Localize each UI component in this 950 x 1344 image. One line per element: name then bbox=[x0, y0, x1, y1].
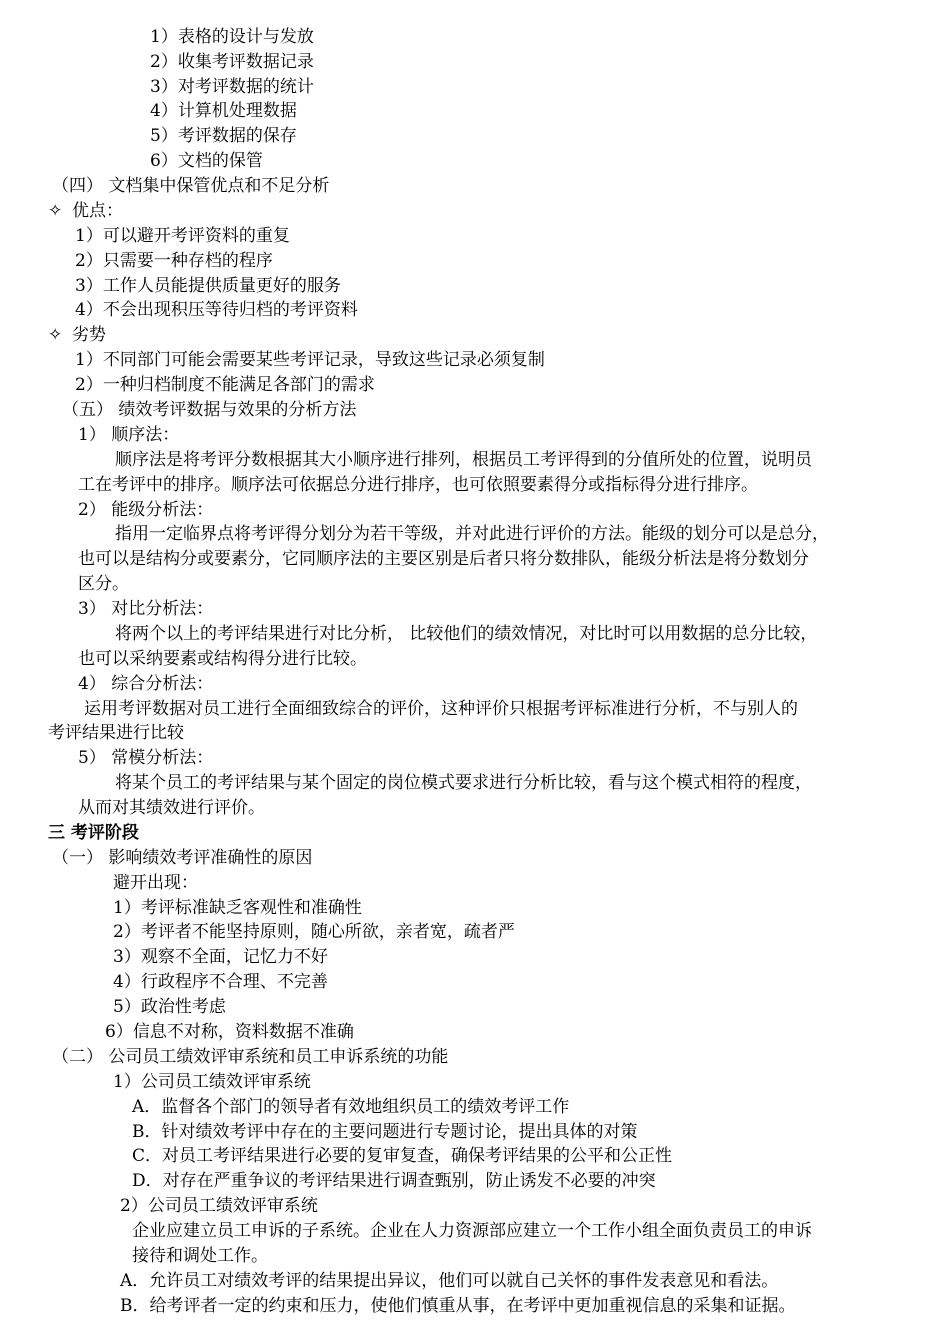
text-line: 2）一种归档制度不能满足各部门的需求 bbox=[75, 375, 375, 395]
bullet-label: 劣势 bbox=[72, 325, 106, 345]
text-line: 工在考评中的排序。顺序法可依据总分进行排序，也可依照要素得分或指标得分进行排序。 bbox=[78, 475, 758, 495]
chapter-heading: 三 考评阶段 bbox=[48, 823, 139, 843]
text-line: 4）不会出现积压等待归档的考评资料 bbox=[75, 300, 358, 320]
section-heading: （四） 文档集中保管优点和不足分析 bbox=[52, 176, 330, 196]
text-line: 5）政治性考虑 bbox=[113, 997, 226, 1017]
text-line: 1）可以避开考评资料的重复 bbox=[75, 226, 290, 246]
text-line: 6）信息不对称，资料数据不准确 bbox=[105, 1022, 354, 1042]
text-line: 3）工作人员能提供质量更好的服务 bbox=[75, 276, 341, 296]
text-line: 1）表格的设计与发放 bbox=[150, 27, 314, 47]
text-line: 4）行政程序不合理、不完善 bbox=[113, 972, 328, 992]
method-heading: 1） 顺序法： bbox=[78, 425, 180, 445]
diamond-bullet-icon: ✧ bbox=[48, 201, 63, 221]
text-line: 企业应建立员工申诉的子系统。企业在人力资源部应建立一个工作小组全面负责员工的申诉 bbox=[132, 1221, 812, 1241]
text-line: 接待和调处工作。 bbox=[132, 1246, 268, 1266]
text-line: 也可以采纳要素或结构得分进行比较。 bbox=[78, 649, 367, 669]
text-line: 指用一定临界点将考评得分划分为若干等级，并对此进行评价的方法。能级的划分可以是总分， bbox=[115, 524, 829, 544]
bullet-label: 优点： bbox=[72, 201, 123, 221]
method-heading: 4） 综合分析法： bbox=[78, 674, 214, 694]
text-line: 2）收集考评数据记录 bbox=[150, 52, 314, 72]
text-line: 1）公司员工绩效评审系统 bbox=[113, 1072, 311, 1092]
text-line: 将某个员工的考评结果与某个固定的岗位模式要求进行分析比较，看与这个模式相符的程度， bbox=[115, 773, 812, 793]
text-line: 5）考评数据的保存 bbox=[150, 126, 297, 146]
text-line: A．允许员工对绩效考评的结果提出异议，他们可以就自己关怀的事件发表意见和看法。 bbox=[120, 1271, 779, 1291]
text-line: 考评结果进行比较 bbox=[48, 723, 184, 743]
text-line: D．对存在严重争议的考评结果进行调查甄别，防止诱发不必要的冲突 bbox=[132, 1171, 656, 1191]
text-line: 3）观察不全面，记忆力不好 bbox=[113, 947, 328, 967]
bullet-heading bbox=[48, 323, 106, 347]
text-line: 避开出现： bbox=[113, 873, 198, 893]
text-line: 6）文档的保管 bbox=[150, 151, 263, 171]
text-line: 将两个以上的考评结果进行对比分析， 比较他们的绩效情况，对比时可以用数据的总分比较， bbox=[115, 624, 818, 644]
method-heading: 5） 常模分析法： bbox=[78, 748, 214, 768]
section-heading: （一） 影响绩效考评准确性的原因 bbox=[52, 848, 313, 868]
section-heading: （五） 绩效考评数据与效果的分析方法 bbox=[62, 400, 357, 420]
text-line: 4）计算机处理数据 bbox=[150, 101, 297, 121]
text-line: 从而对其绩效进行评价。 bbox=[78, 798, 265, 818]
text-line: A．监督各个部门的领导者有效地组织员工的绩效考评工作 bbox=[132, 1097, 570, 1117]
text-line: 1）考评标准缺乏客观性和准确性 bbox=[113, 898, 362, 918]
text-line: C．对员工考评结果进行必要的复审复查，确保考评结果的公平和公正性 bbox=[132, 1146, 673, 1166]
text-line: 3）对考评数据的统计 bbox=[150, 77, 314, 97]
section-heading: （二） 公司员工绩效评审系统和员工申诉系统的功能 bbox=[52, 1047, 449, 1067]
method-heading: 3） 对比分析法： bbox=[78, 599, 214, 619]
diamond-bullet-icon: ✧ bbox=[48, 325, 63, 345]
text-line: 也可以是结构分或要素分，它同顺序法的主要区别是后者只将分数排队，能级分析法是将分数划分 bbox=[78, 549, 809, 569]
text-line: 2）考评者不能坚持原则，随心所欲，亲者宽，疏者严 bbox=[113, 922, 515, 942]
text-line: 2）只需要一种存档的程序 bbox=[75, 251, 273, 271]
method-heading: 2） 能级分析法： bbox=[78, 500, 214, 520]
text-line: 顺序法是将考评分数根据其大小顺序进行排列，根据员工考评得到的分值所处的位置，说明员 bbox=[115, 450, 812, 470]
text-line: 1）不同部门可能会需要某些考评记录，导致这些记录必须复制 bbox=[75, 350, 545, 370]
text-line: B．针对绩效考评中存在的主要问题进行专题讨论，提出具体的对策 bbox=[132, 1122, 638, 1142]
text-line: B．给考评者一定的约束和压力，使他们慎重从事，在考评中更加重视信息的采集和证据。 bbox=[120, 1296, 796, 1316]
text-line: 区分。 bbox=[78, 574, 129, 594]
text-line: 运用考评数据对员工进行全面细致综合的评价，这种评价只根据考评标准进行分析，不与别人的 bbox=[84, 699, 798, 719]
text-line: 2）公司员工绩效评审系统 bbox=[120, 1196, 318, 1216]
bullet-heading bbox=[48, 199, 123, 223]
